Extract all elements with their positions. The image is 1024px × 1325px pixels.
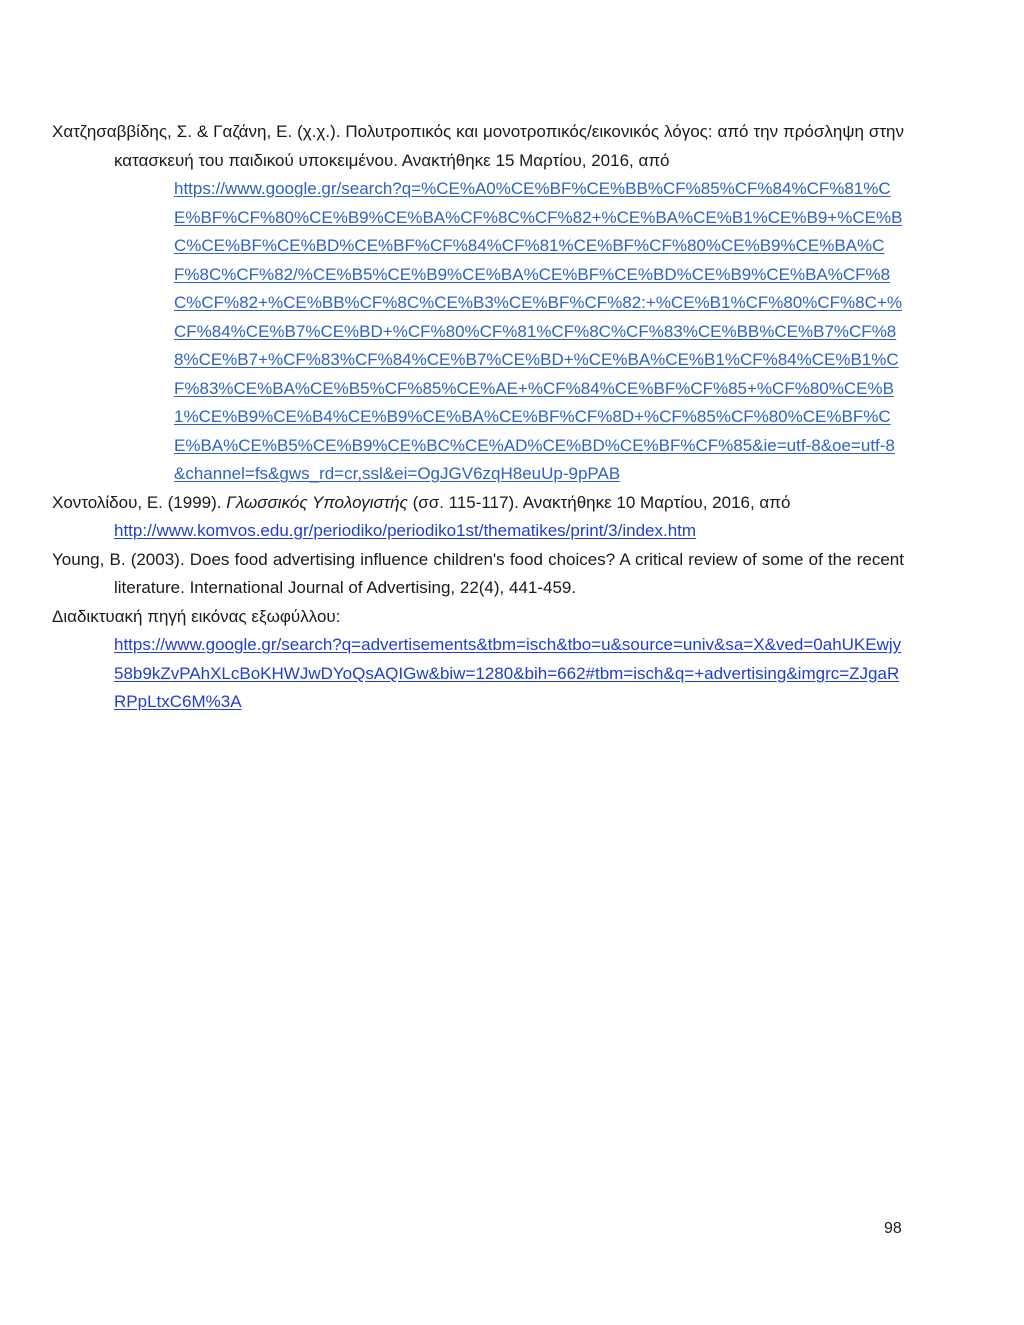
reference-text: Πολυτροπικός και μονοτροπικός/εικονικός λόγος: από την πρόσληψη στην κατασκευή του παιδικού υποκειμένου. Ανακτήθηκε 15 Μαρτίου, 2016, από [114, 122, 905, 170]
reference-item-1 [52, 118, 904, 489]
reference-list [52, 118, 904, 717]
reference-link[interactable]: http://www.komvos.edu.gr/periodiko/periodiko1st/thematikes/print/3/index.htm [114, 521, 697, 540]
cover-image-source [52, 603, 904, 717]
reference-author: Young, B. (2003). [52, 549, 185, 569]
reference-text: Does food advertising influence children's food choices? A critical review of some of the recent literature. International Journal of Advertising, 22(4), 441-459. [114, 549, 904, 597]
reference-author: Χοντολίδου, Ε. (1999). [52, 492, 222, 512]
reference-title: Γλωσσικός Υπολογιστής [226, 492, 408, 512]
reference-author: Χατζησαββίδης, Σ. & Γαζάνη, Ε. (χ.χ.). [52, 122, 341, 141]
page-number: 98 [884, 1220, 902, 1237]
reference-text: (σσ. 115-117). Ανακτήθηκε 10 Μαρτίου, 2016, από [412, 492, 791, 512]
reference-item-2 [52, 489, 904, 546]
reference-link[interactable]: https://www.google.gr/search?q=%CE%A0%CE%BF%CE%BB%CF%85%CF%84%CF%81%CE%BF%CF%80%CE%B9%CE%BA%CF%8C%CF%82+%CE%BA%CE%B1%CE%B9+%CE%BC%CE%BF%CE%BD%CE%BF%CF%84%CF%81%CE%BF%CF%80%CE%B9%CE%BA%CF%8C%CF%82/%CE%B5%CE%B9%CE%BA%CE%BF%CE%BD%CE%B9%CE%BA%CF%8C%CF%82+%CE%BB%CF%8C%CE%B3%CE%BF%CF%82:+%CE%B1%CF%80%CF%8C+%CF%84%CE%B7%CE%BD+%CF%80%CF%81%CF%8C%CF%83%CE%BB%CE%B7%CF%88%CE%B7+%CF%83%CF%84%CE%B7%CE%BD+%CE%BA%CE%B1%CF%84%CE%B1%CF%83%CE%BA%CE%B5%CF%85%CE%AE+%CF%84%CE%BF%CF%85+%CF%80%CE%B1%CE%B9%CE%B4%CE%B9%CE%BA%CE%BF%CF%8D+%CF%85%CF%80%CE%BF%CE%BA%CE%B5%CE%B9%CE%BC%CE%AD%CE%BD%CE%BF%CF%85&ie=utf-8&oe=utf-8&channel=fs&gws_rd=cr,ssl&ei=OgJGV6zqH8euUp-9pPAB [174, 179, 903, 483]
cover-source-label: Διαδικτυακή πηγή εικόνας εξωφύλλου: [52, 606, 341, 626]
reference-item-3 [52, 546, 904, 603]
cover-source-link[interactable]: https://www.google.gr/search?q=advertisements&tbm=isch&tbo=u&source=univ&sa=X&ved=0ahUKEwjy58b9kZvPAhXLcBoKHWJwDYoQsAQIGw&biw=1280&bih=662#tbm=isch&q=+advertising&imgrc=ZJgaRRPpLtxC6M%3A [114, 635, 902, 711]
